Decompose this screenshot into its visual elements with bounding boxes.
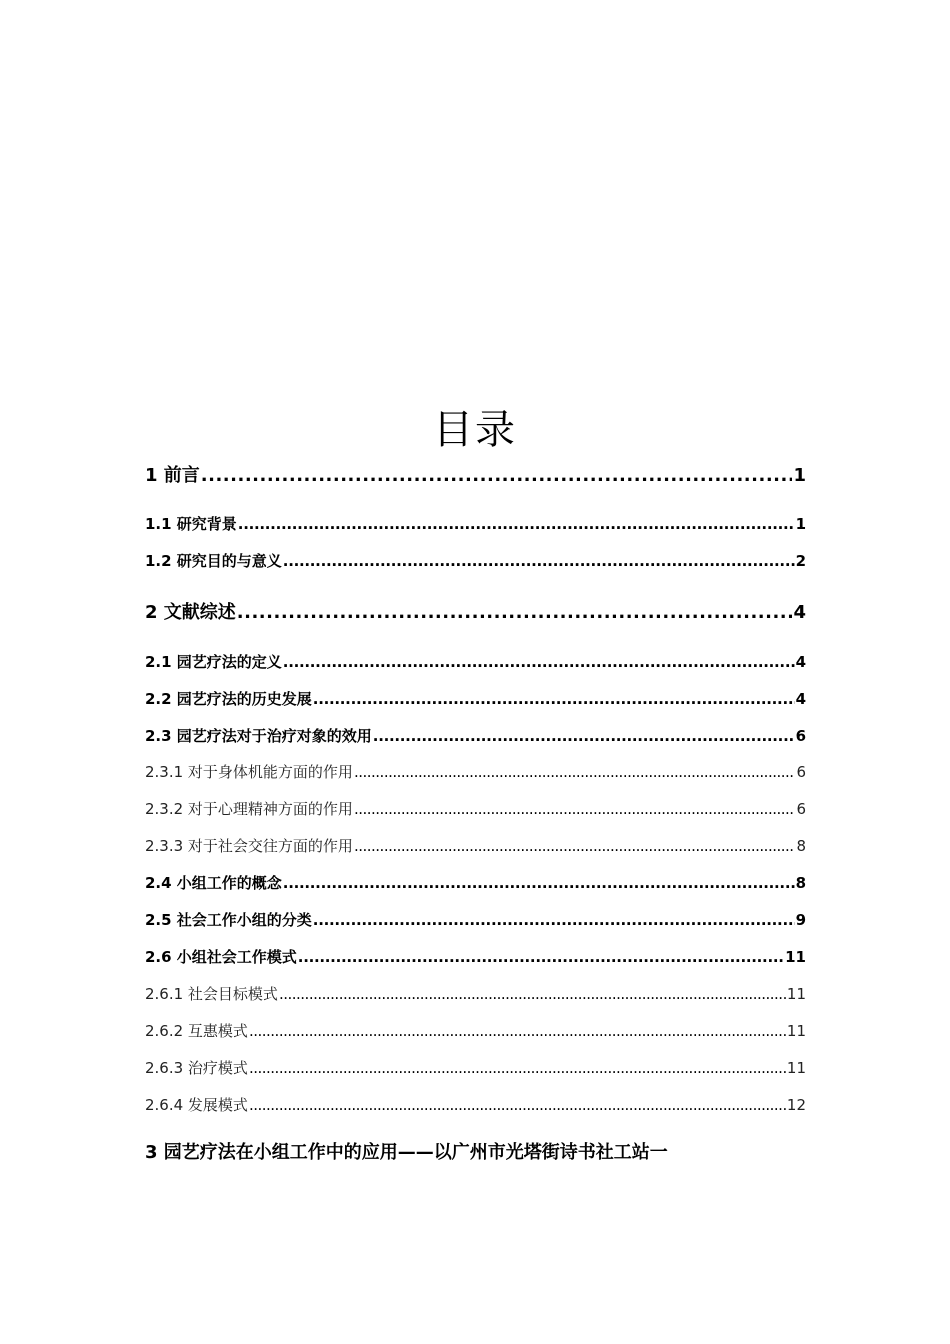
toc-entry-page: 4 bbox=[793, 602, 806, 623]
toc-entry-text: 2 文献综述 bbox=[145, 602, 236, 623]
toc-entry[interactable] bbox=[145, 461, 806, 487]
toc-entry-page: 12 bbox=[786, 1096, 806, 1114]
toc-entry[interactable] bbox=[145, 1057, 806, 1078]
toc-entry-text: 2.5 社会工作小组的分类 bbox=[145, 911, 312, 929]
toc-entry-text: 2.1 园艺疗法的定义 bbox=[145, 653, 282, 671]
toc-title: 目录 bbox=[433, 407, 517, 453]
toc-entry[interactable] bbox=[145, 1020, 806, 1041]
toc-entry-page: 11 bbox=[786, 1059, 806, 1077]
toc-entry[interactable] bbox=[145, 761, 806, 782]
toc-entry-page: 8 bbox=[795, 874, 806, 892]
toc-entry[interactable] bbox=[145, 550, 806, 571]
toc-entry-text: 1 前言 bbox=[145, 465, 200, 486]
toc-leader-dots bbox=[283, 653, 795, 671]
toc-leader-dots bbox=[279, 985, 786, 1003]
toc-leader-dots bbox=[249, 1022, 786, 1040]
toc-leader-dots bbox=[237, 602, 793, 623]
toc-entry-text: 2.3.3 对于社会交往方面的作用 bbox=[145, 837, 353, 855]
toc-entry[interactable] bbox=[145, 1094, 806, 1115]
toc-entry[interactable] bbox=[145, 513, 806, 534]
toc-entry-page: 6 bbox=[796, 800, 806, 818]
toc-entry-page: 4 bbox=[795, 690, 806, 708]
toc-entry-text: 2.6.4 发展模式 bbox=[145, 1096, 248, 1114]
toc-entry-page: 6 bbox=[796, 763, 806, 781]
toc-entry-page: 2 bbox=[795, 552, 806, 570]
toc-leader-dots bbox=[249, 1059, 786, 1077]
toc-leader-dots bbox=[313, 911, 795, 929]
toc-entry-text: 2.6.3 治疗模式 bbox=[145, 1059, 248, 1077]
toc-leader-dots bbox=[298, 948, 784, 966]
toc-entry-text: 2.6 小组社会工作模式 bbox=[145, 948, 297, 966]
toc-leader-dots bbox=[354, 763, 796, 781]
toc-leader-dots bbox=[249, 1096, 786, 1114]
toc-leader-dots bbox=[354, 837, 796, 855]
toc-entry-text: 2.3 园艺疗法对于治疗对象的效用 bbox=[145, 727, 372, 745]
toc-entry-page: 1 bbox=[795, 515, 806, 533]
toc-leader-dots bbox=[313, 690, 795, 708]
toc-entry[interactable] bbox=[145, 909, 806, 930]
toc-entry-text: 2.6.1 社会目标模式 bbox=[145, 985, 278, 1003]
toc-entry[interactable] bbox=[145, 983, 806, 1004]
toc-entry-page: 9 bbox=[795, 911, 806, 929]
toc-leader-dots bbox=[238, 515, 795, 533]
toc-entry-page: 1 bbox=[793, 465, 806, 486]
toc-leader-dots bbox=[354, 800, 796, 818]
toc-entry-page: 11 bbox=[785, 948, 806, 966]
toc-entry-page: 11 bbox=[786, 985, 806, 1003]
toc-entry-page: 11 bbox=[786, 1022, 806, 1040]
toc-entry-text: 2.4 小组工作的概念 bbox=[145, 874, 282, 892]
toc-entry[interactable] bbox=[145, 872, 806, 893]
toc-entry-text: 1.1 研究背景 bbox=[145, 515, 237, 533]
toc-entry[interactable] bbox=[145, 598, 806, 624]
toc-entry[interactable] bbox=[145, 688, 806, 709]
toc-entry[interactable] bbox=[145, 725, 806, 746]
toc-entry-text: 2.2 园艺疗法的历史发展 bbox=[145, 690, 312, 708]
toc-entry-page: 6 bbox=[795, 727, 806, 745]
toc-entry[interactable] bbox=[145, 835, 806, 856]
toc-entry-trailing-heading[interactable]: 3 园艺疗法在小组工作中的应用——以广州市光塔街诗书社工站一 bbox=[145, 1142, 668, 1163]
toc-leader-dots bbox=[201, 465, 793, 486]
toc-leader-dots bbox=[283, 552, 795, 570]
toc-entry-text: 2.6.2 互惠模式 bbox=[145, 1022, 248, 1040]
toc-entry-page: 4 bbox=[795, 653, 806, 671]
toc-entry-text: 2.3.1 对于身体机能方面的作用 bbox=[145, 763, 353, 781]
toc-entry-text: 2.3.2 对于心理精神方面的作用 bbox=[145, 800, 353, 818]
toc-entry[interactable] bbox=[145, 798, 806, 819]
toc-entry-page: 8 bbox=[796, 837, 806, 855]
toc-leader-dots bbox=[373, 727, 795, 745]
toc-entry[interactable] bbox=[145, 651, 806, 672]
toc-entry-text: 1.2 研究目的与意义 bbox=[145, 552, 282, 570]
toc-entry[interactable] bbox=[145, 946, 806, 967]
toc-leader-dots bbox=[283, 874, 795, 892]
